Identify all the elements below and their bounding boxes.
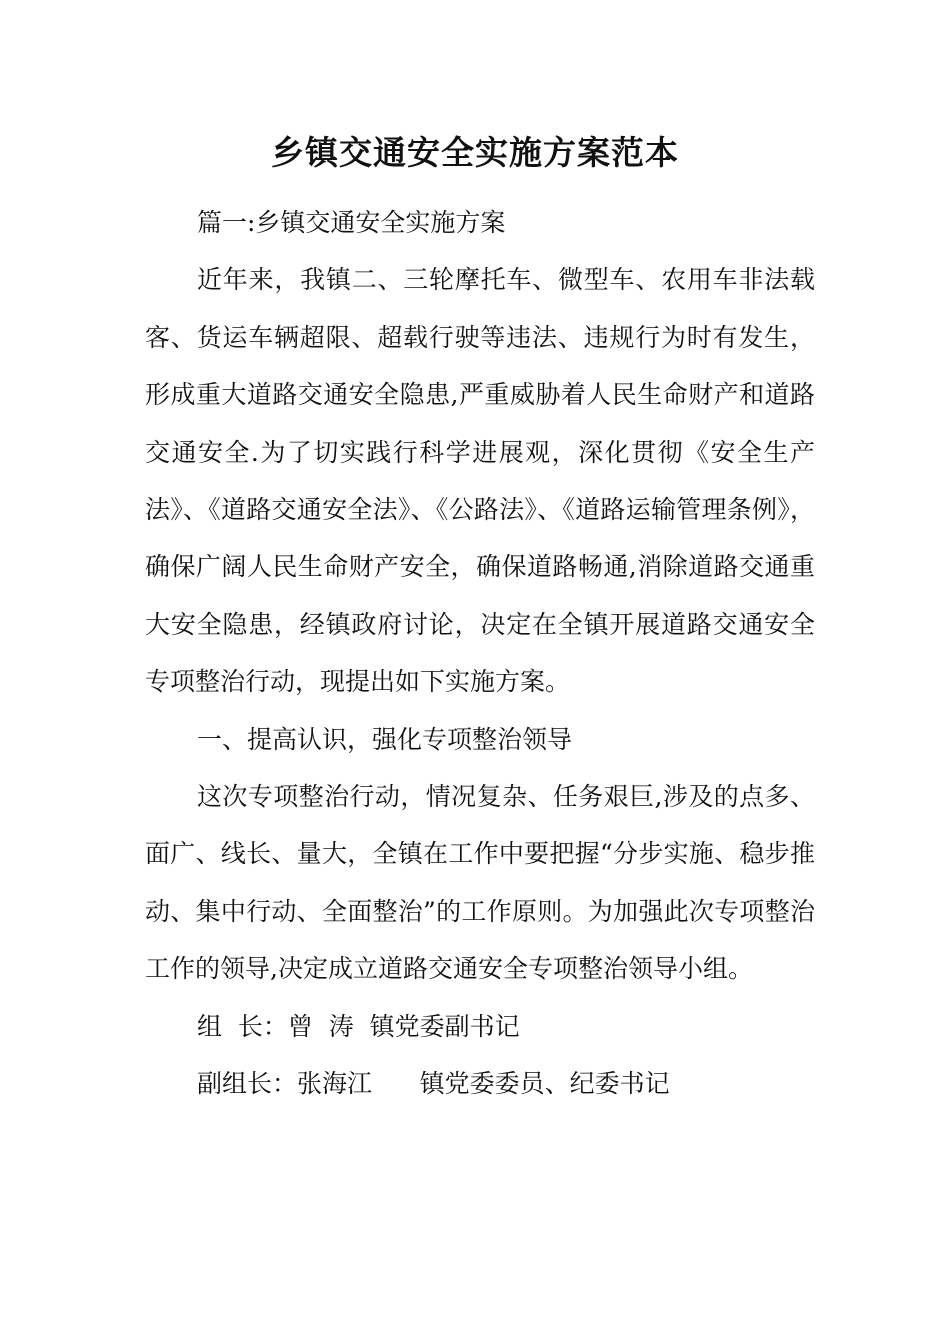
document-title: 乡镇交通安全实施方案范本 bbox=[271, 133, 679, 172]
document-body bbox=[145, 194, 815, 1113]
heading-one: 一、提高认识，强化专项整治领导 bbox=[197, 724, 573, 754]
section-heading: 篇一:乡镇交通安全实施方案 bbox=[197, 208, 506, 237]
paragraph-intro: 近年来，我镇二、三轮摩托车、微型车、农用车非法载客、货运车辆超限、超载行驶等违法、违规行为时有发生，形成重大道路交通安全隐患,严重威胁着人民生命财产和道路交通安全.为了切实践行科学进展观，深化贯彻《安全生产法》、《道路交通安全法》、《公路法》、《道路运输管理条例》，确保广阔人民生命财产安全，确保道路畅通,消除道路交通重大安全隐患，经镇政府讨论，决定在全镇开展道路交通安全专项整治行动，现提出如下实施方案。 bbox=[145, 265, 815, 697]
paragraph-task: 这次专项整治行动，情况复杂、任务艰巨,涉及的点多、面广、线长、量大，全镇在工作中要把握“分步实施、稳步推动、集中行动、全面整治”的工作原则。为加强此次专项整治工作的领导,决定成立道路交通安全专项整治领导小组。 bbox=[145, 782, 815, 984]
leader-line: 组 长：曾 涛 镇党委副书记 bbox=[197, 1011, 520, 1041]
deputy-leader-line: 副组长：张海江 镇党委委员、纪委书记 bbox=[197, 1069, 670, 1099]
